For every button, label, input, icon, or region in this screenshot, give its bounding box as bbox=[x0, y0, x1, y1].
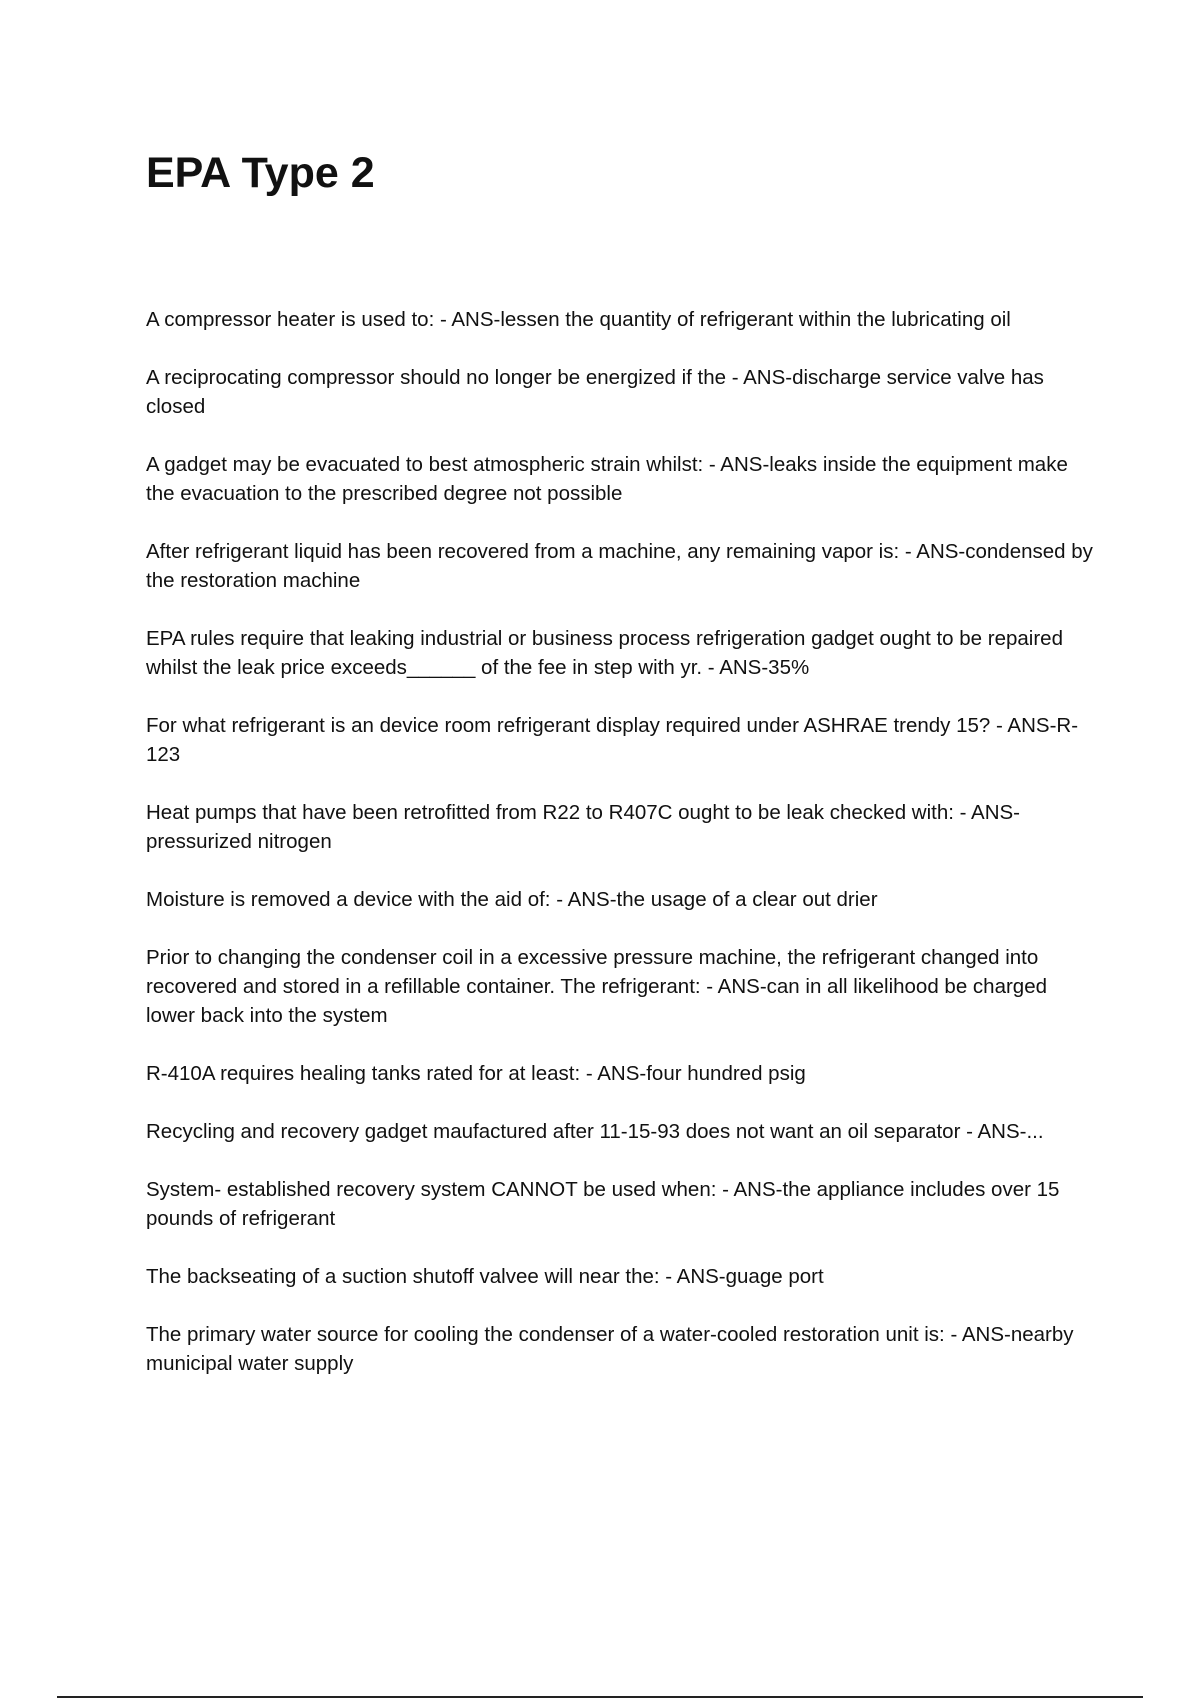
qa-list bbox=[146, 305, 1096, 1407]
qa-item: For what refrigerant is an device room refrigerant display required under ASHRAE trendy 15? - ANS-R-123 bbox=[146, 714, 1079, 766]
qa-item: A reciprocating compressor should no longer be energized if the - ANS-discharge service valve has closed bbox=[146, 366, 1044, 418]
qa-item: A compressor heater is used to: - ANS-lessen the quantity of refrigerant within the lubricating oil bbox=[146, 308, 1011, 331]
footer-divider bbox=[57, 1696, 1143, 1698]
qa-item: EPA rules require that leaking industrial or business process refrigeration gadget ought to be repaired whilst the leak price exceeds______ of the fee in step with yr. - ANS-35% bbox=[146, 627, 1063, 679]
qa-item: The backseating of a suction shutoff valvee will near the: - ANS-guage port bbox=[146, 1265, 824, 1288]
qa-item: Heat pumps that have been retrofitted from R22 to R407C ought to be leak checked with: - ANS-pressurized nitrogen bbox=[146, 801, 1021, 853]
qa-item: R-410A requires healing tanks rated for at least: - ANS-four hundred psig bbox=[146, 1062, 806, 1085]
qa-item: The primary water source for cooling the condenser of a water-cooled restoration unit is: - ANS-nearby municipal water supply bbox=[146, 1323, 1074, 1375]
page-title: EPA Type 2 bbox=[146, 149, 375, 197]
qa-item: After refrigerant liquid has been recovered from a machine, any remaining vapor is: - ANS-condensed by the restoration machine bbox=[146, 540, 1093, 592]
qa-item: Prior to changing the condenser coil in a excessive pressure machine, the refrigerant changed into recovered and stored in a refillable container. The refrigerant: - ANS-can in all likelihood be charged lower back into the system bbox=[146, 946, 1047, 1027]
qa-item: Moisture is removed a device with the aid of: - ANS-the usage of a clear out drier bbox=[146, 888, 878, 911]
qa-item: Recycling and recovery gadget maufactured after 11-15-93 does not want an oil separator - ANS-... bbox=[146, 1120, 1044, 1143]
qa-item: System- established recovery system CANNOT be used when: - ANS-the appliance includes over 15 pounds of refrigerant bbox=[146, 1178, 1060, 1230]
qa-item: A gadget may be evacuated to best atmospheric strain whilst: - ANS-leaks inside the equipment make the evacuation to the prescribed degree not possible bbox=[146, 453, 1068, 505]
